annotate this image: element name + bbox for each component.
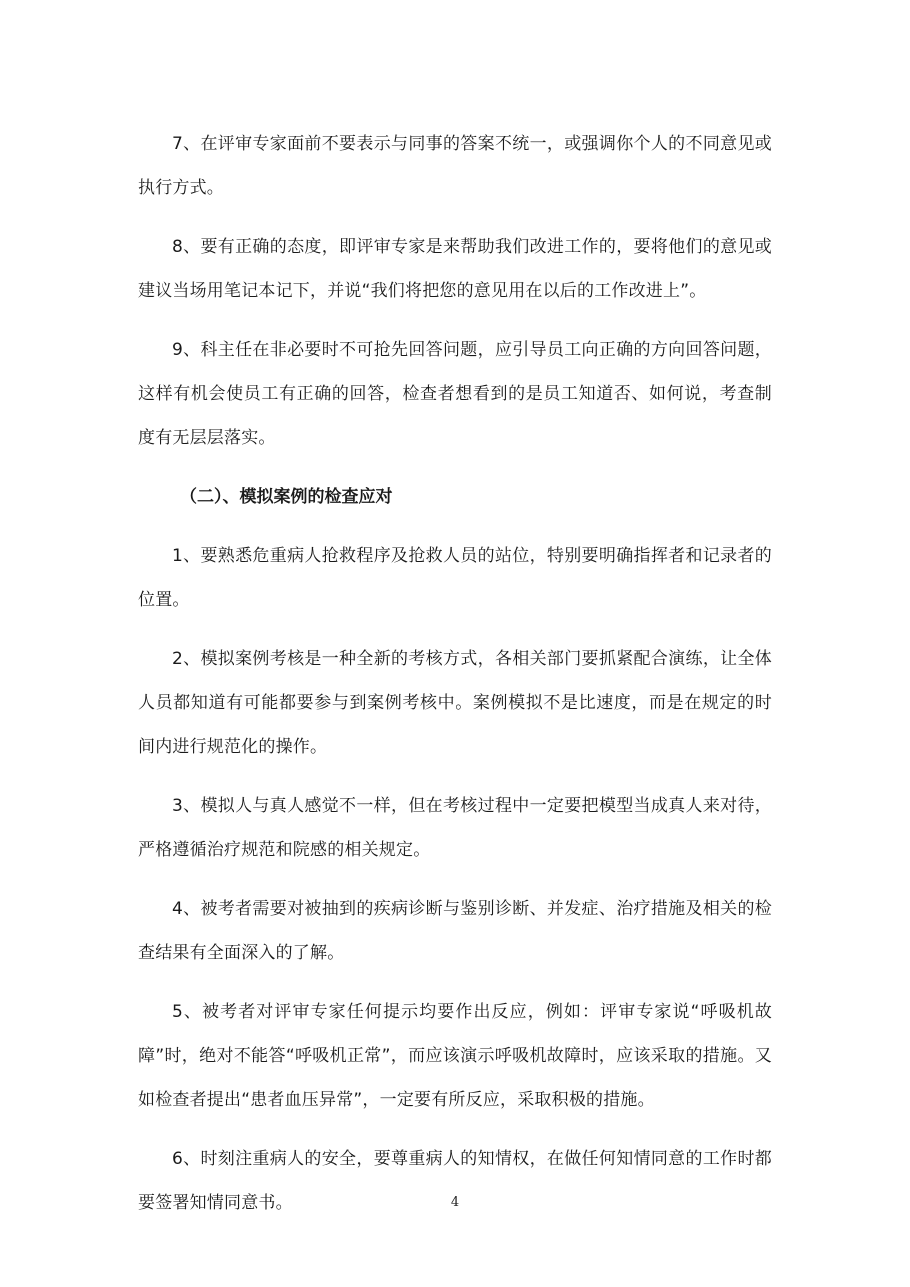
section-paragraph-3: 3、模拟人与真人感觉不一样，但在考核过程中一定要把模型当成真人来对待，严格遵循治疗规范和院感的相关规定。 bbox=[138, 796, 772, 860]
page-number: 4 bbox=[450, 1195, 460, 1210]
section-paragraph-2: 2、模拟案例考核是一种全新的考核方式，各相关部门要抓紧配合演练，让全体人员都知道有可能都要参与到案例考核中。案例模拟不是比速度，而是在规定的时间内进行规范化的操作。 bbox=[138, 649, 772, 757]
paragraph-9: 9、科主任在非必要时不可抢先回答问题，应引导员工向正确的方向回答问题，这样有机会使员工有正确的回答，检查者想看到的是员工知道否、如何说，考查制度有无层层落实。 bbox=[138, 340, 772, 448]
section-paragraph-4: 4、被考者需要对被抽到的疾病诊断与鉴别诊断、并发症、治疗措施及相关的检查结果有全面深入的了解。 bbox=[138, 899, 772, 963]
document-body bbox=[138, 122, 772, 1240]
section-heading: （二）、模拟案例的检查应对 bbox=[180, 487, 393, 507]
section-paragraph-5: 5、被考者对评审专家任何提示均要作出反应，例如：评审专家说“呼吸机故障”时，绝对不能答“呼吸机正常”，而应该演示呼吸机故障时，应该采取的措施。又如检查者提出“患者血压异常”，一定要有所反应，采取积极的措施。 bbox=[138, 1002, 772, 1110]
section-paragraph-1: 1、要熟悉危重病人抢救程序及抢救人员的站位，特别要明确指挥者和记录者的位置。 bbox=[138, 546, 772, 610]
section-paragraph-6: 6、时刻注重病人的安全，要尊重病人的知情权，在做任何知情同意的工作时都要签署知情同意书。 bbox=[138, 1149, 772, 1213]
paragraph-8: 8、要有正确的态度，即评审专家是来帮助我们改进工作的，要将他们的意见或建议当场用笔记本记下，并说“我们将把您的意见用在以后的工作改进上”。 bbox=[138, 237, 772, 301]
paragraph-7: 7、在评审专家面前不要表示与同事的答案不统一，或强调你个人的不同意见或执行方式。 bbox=[138, 134, 772, 198]
